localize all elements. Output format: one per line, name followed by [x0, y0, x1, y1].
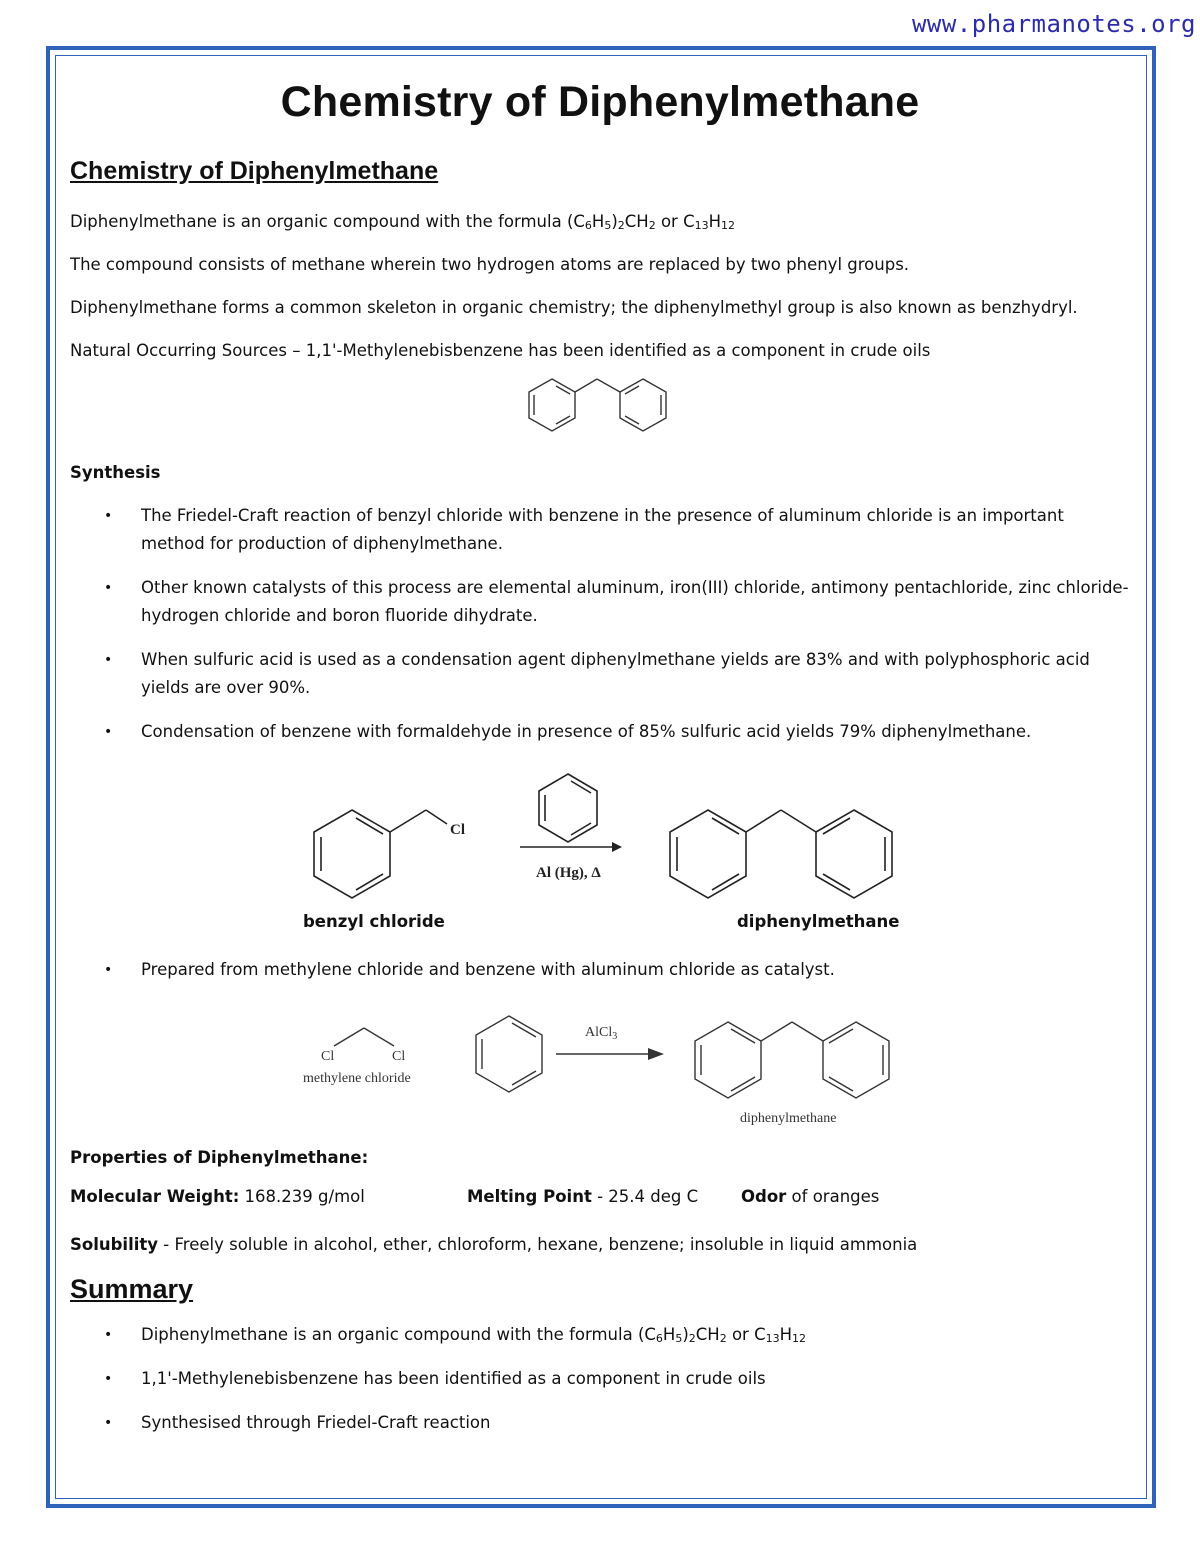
reaction-conditions: Al (Hg), Δ — [536, 865, 601, 881]
synthesis-bullet-2: • Other known catalysts of this process are elemental aluminum, iron(III) chloride, antimony pentachloride, zinc chloride-hydrogen chloride and boron fluoride dihydrate. — [70, 574, 1130, 630]
methylene-chloride-caption: methylene chloride — [303, 1071, 411, 1086]
summary-bullet-1: • Diphenylmethane is an organic compound with the formula $(C_6H_5)_2CH_2$ or $C_{13}H_{12}$ — [70, 1321, 1130, 1349]
methylene-chloride-reaction — [70, 1000, 1130, 1130]
synthesis-list-2 — [70, 956, 1130, 984]
skeleton-description: Diphenylmethane forms a common skeleton in organic chemistry; the diphenylmethyl group is also known as benzhydryl. — [70, 298, 1078, 317]
solubility: Solubility - Freely soluble in alcohol, ether, chloroform, hexane, benzene; insoluble in liquid ammonia — [70, 1235, 918, 1254]
cl-label-2: Cl — [392, 1049, 406, 1064]
melting-point: Melting Point - 25.4 deg C — [467, 1187, 699, 1206]
catalyst-label: AlCl — [585, 1025, 613, 1040]
synthesis-bullet-4: • Condensation of benzene with formaldehyde in presence of 85% sulfuric acid yields 79% diphenylmethane. — [70, 718, 1130, 746]
synthesis-bullet-1: • The Friedel-Craft reaction of benzyl chloride with benzene in the presence of aluminum chloride is an important method for production of diphenylmethane. — [70, 502, 1130, 558]
summary-bullet-2: • 1,1'-Methylenebisbenzene has been identified as a component in crude oils — [70, 1365, 1130, 1393]
benzyl-chloride-caption: benzyl chloride — [303, 912, 445, 931]
cl-label: Cl — [450, 822, 465, 838]
intro-formula-paragraph: Diphenylmethane is an organic compound with the formula $(C_6H_5)_2CH_2$ or $C_{13}H_{12}$ — [70, 212, 736, 232]
diphenylmethane-structure — [70, 369, 1130, 451]
document-body — [70, 78, 1130, 1453]
compound-description: The compound consists of methane wherein two hydrogen atoms are replaced by two phenyl groups. — [70, 255, 910, 274]
diphenylmethane-product-caption: diphenylmethane — [740, 1111, 837, 1126]
summary-bullet-3: • Synthesised through Friedel-Craft reaction — [70, 1409, 1130, 1437]
synthesis-bullet-3: • When sulfuric acid is used as a condensation agent diphenylmethane yields are 83% and with polyphosphoric acid yields are over 90%. — [70, 646, 1130, 702]
svg-text:AlCl3: AlCl$_3$ — [585, 1025, 618, 1042]
section-heading: Chemistry of Diphenylmethane — [70, 157, 439, 185]
friedel-craft-reaction — [70, 762, 1130, 912]
molecular-weight: Molecular Weight: 168.239 g/mol — [70, 1187, 365, 1206]
site-watermark: www.pharmanotes.org — [911, 10, 1196, 38]
synthesis-list — [70, 502, 1130, 746]
reaction1-captions — [70, 912, 1130, 940]
synthesis-heading: Synthesis — [70, 463, 161, 482]
properties-row — [70, 1187, 1130, 1215]
synthesis-bullet-5: • Prepared from methylene chloride and benzene with aluminum chloride as catalyst. — [70, 956, 1130, 984]
cl-label-1: Cl — [321, 1049, 335, 1064]
diphenylmethane-caption: diphenylmethane — [737, 912, 900, 931]
natural-sources: Natural Occurring Sources – 1,1'-Methylenebisbenzene has been identified as a component in crude oils — [70, 341, 931, 360]
page-title: Chemistry of Diphenylmethane — [280, 78, 920, 126]
odor: Odor of oranges — [741, 1187, 880, 1206]
summary-heading: Summary — [70, 1274, 194, 1304]
properties-heading: Properties of Diphenylmethane: — [70, 1148, 369, 1167]
summary-list — [70, 1321, 1130, 1437]
